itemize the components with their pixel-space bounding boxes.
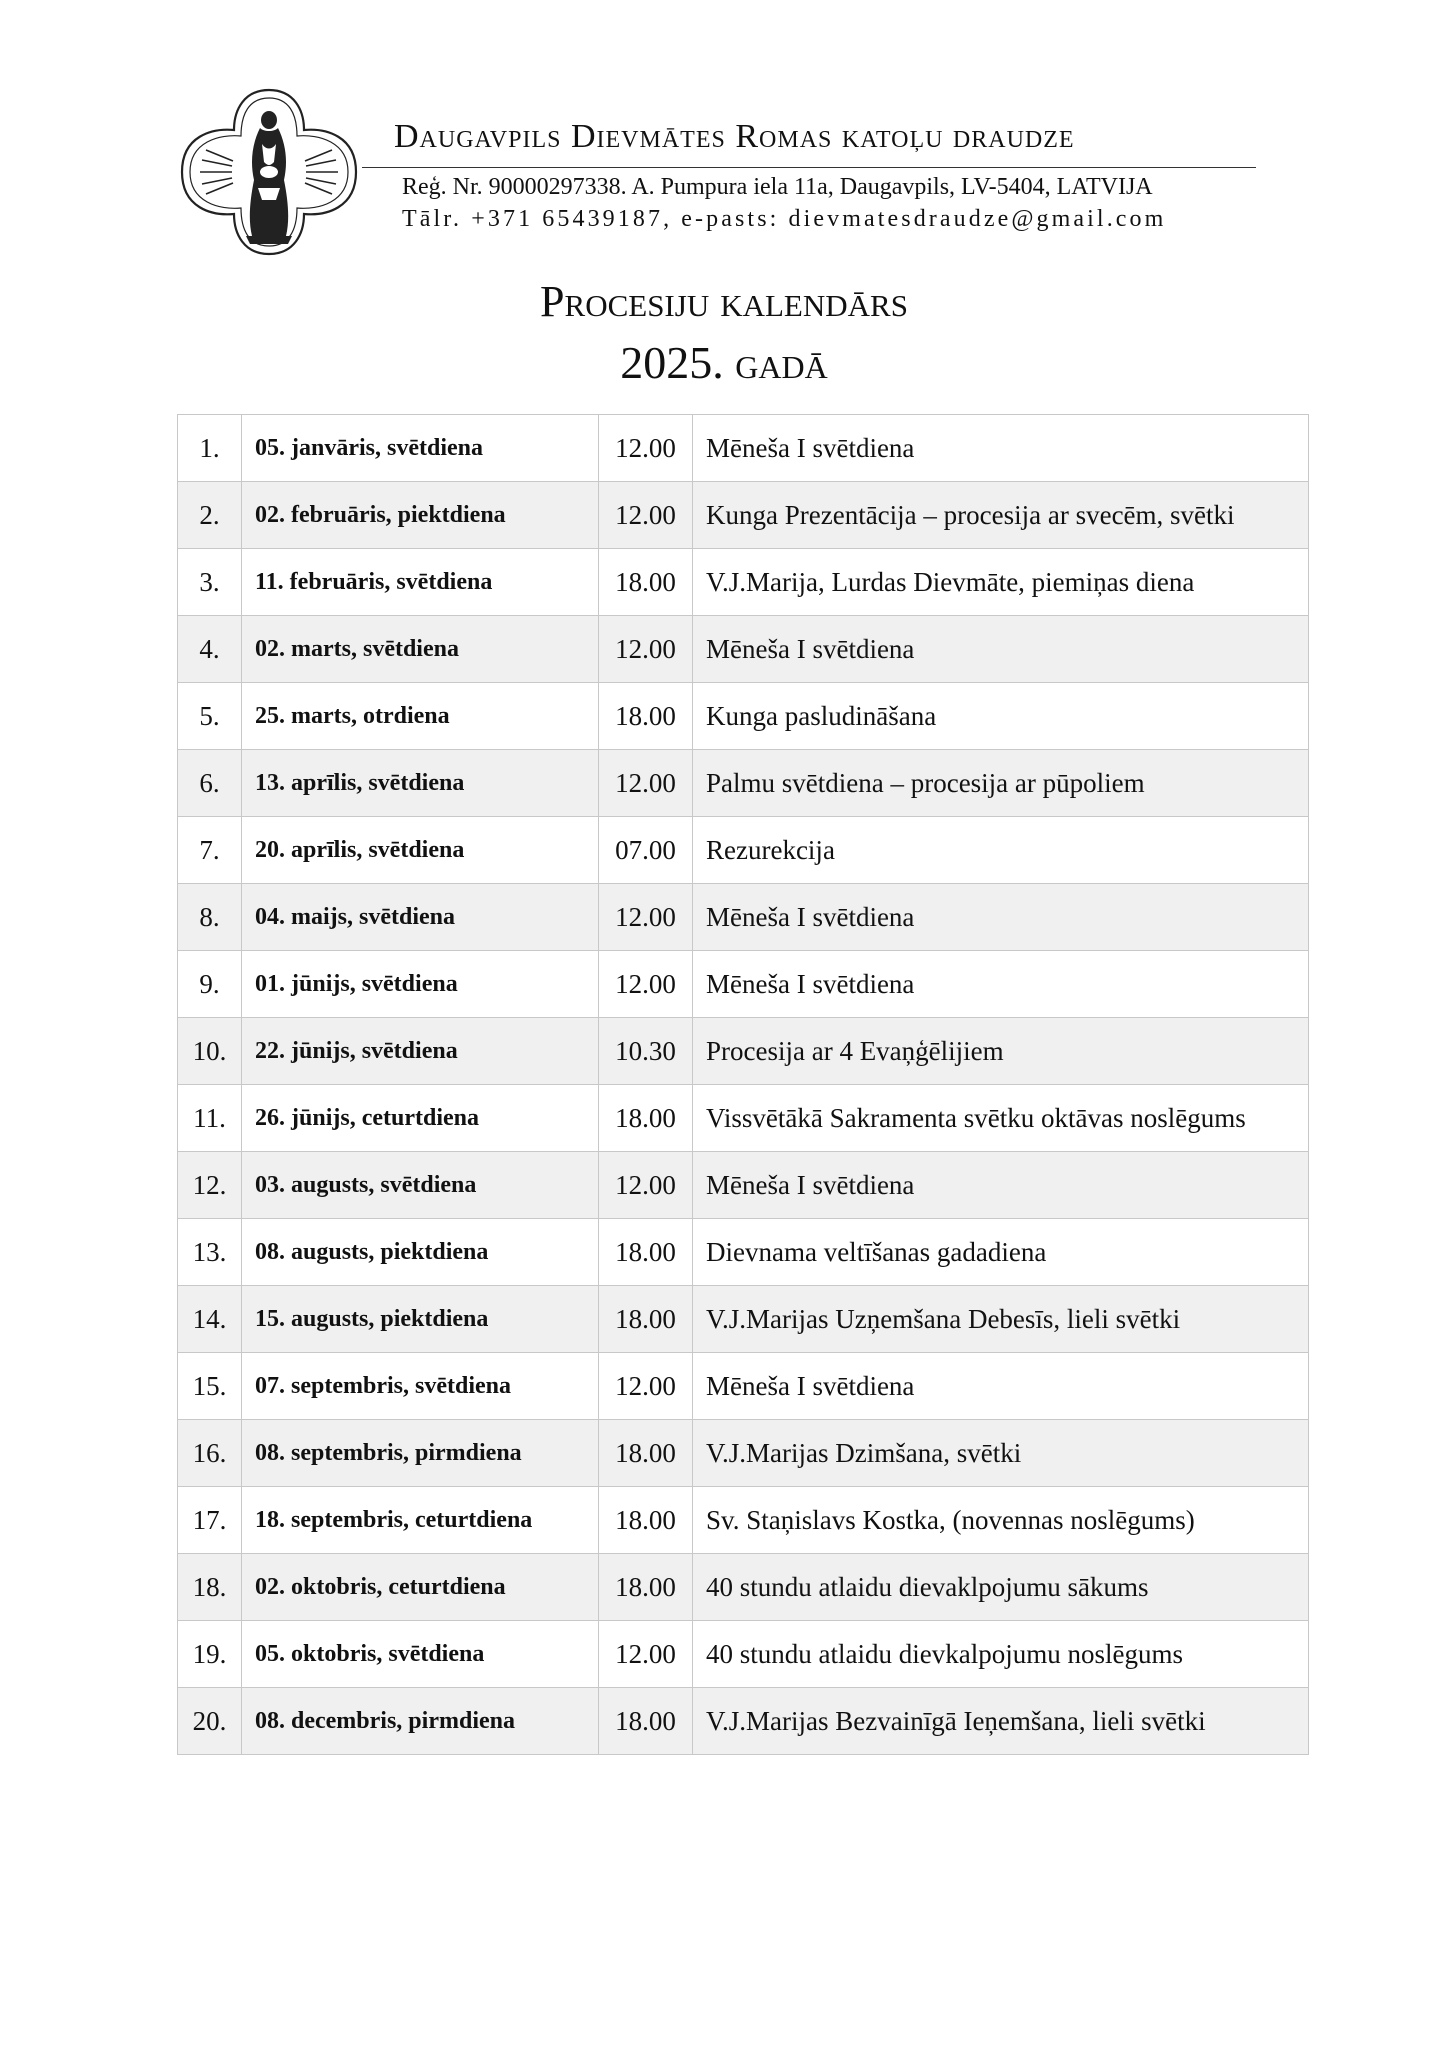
row-date: 26. jūnijs, ceturtdiena [242, 1085, 599, 1152]
table-row [178, 616, 1309, 683]
row-description: V.J.Marijas Bezvainīgā Ieņemšana, lieli svētki [693, 1688, 1309, 1755]
row-time: 12.00 [599, 951, 693, 1018]
row-time: 18.00 [599, 683, 693, 750]
table-row [178, 1286, 1309, 1353]
row-description: V.J.Marija, Lurdas Dievmāte, piemiņas diena [693, 549, 1309, 616]
row-time: 18.00 [599, 549, 693, 616]
row-date: 08. decembris, pirmdiena [242, 1688, 599, 1755]
row-number: 14. [178, 1286, 242, 1353]
table-row [178, 884, 1309, 951]
page-title: Procesiju kalendārs [540, 277, 908, 326]
row-date: 02. marts, svētdiena [242, 616, 599, 683]
row-date: 03. augusts, svētdiena [242, 1152, 599, 1219]
row-date: 08. augusts, piektdiena [242, 1219, 599, 1286]
row-date: 01. jūnijs, svētdiena [242, 951, 599, 1018]
row-date: 02. februāris, piektdiena [242, 482, 599, 549]
table-row [178, 1420, 1309, 1487]
row-description: V.J.Marijas Uzņemšana Debesīs, lieli svētki [693, 1286, 1309, 1353]
row-description: Kunga Prezentācija – procesija ar svecēm, svētki [693, 482, 1309, 549]
row-time: 12.00 [599, 616, 693, 683]
row-time: 12.00 [599, 482, 693, 549]
registration-address: Reģ. Nr. 90000297338. A. Pumpura iela 11a, Daugavpils, LV-5404, LATVIJA [402, 174, 1153, 200]
table-row [178, 1219, 1309, 1286]
row-number: 18. [178, 1554, 242, 1621]
row-description: 40 stundu atlaidu dievaklpojumu sākums [693, 1554, 1309, 1621]
table-row [178, 1085, 1309, 1152]
table-row [178, 1152, 1309, 1219]
row-date: 07. septembris, svētdiena [242, 1353, 599, 1420]
row-time: 12.00 [599, 415, 693, 482]
row-number: 6. [178, 750, 242, 817]
row-number: 5. [178, 683, 242, 750]
row-description: Procesija ar 4 Evaņģēlijiem [693, 1018, 1309, 1085]
row-date: 05. janvāris, svētdiena [242, 415, 599, 482]
table-row [178, 1018, 1309, 1085]
page-subtitle-year: 2025. gadā [620, 337, 828, 388]
row-time: 18.00 [599, 1286, 693, 1353]
table-row [178, 1554, 1309, 1621]
row-number: 17. [178, 1487, 242, 1554]
row-date: 02. oktobris, ceturtdiena [242, 1554, 599, 1621]
table-row [178, 549, 1309, 616]
row-date: 25. marts, otrdiena [242, 683, 599, 750]
row-date: 22. jūnijs, svētdiena [242, 1018, 599, 1085]
row-date: 04. maijs, svētdiena [242, 884, 599, 951]
row-number: 16. [178, 1420, 242, 1487]
row-description: Mēneša I svētdiena [693, 1353, 1309, 1420]
row-time: 07.00 [599, 817, 693, 884]
row-description: 40 stundu atlaidu dievkalpojumu noslēgums [693, 1621, 1309, 1688]
row-date: 20. aprīlis, svētdiena [242, 817, 599, 884]
table-row [178, 951, 1309, 1018]
row-number: 2. [178, 482, 242, 549]
table-row [178, 1621, 1309, 1688]
row-number: 1. [178, 415, 242, 482]
row-number: 13. [178, 1219, 242, 1286]
organization-name: Daugavpils Dievmātes Romas katoļu draudze [394, 118, 1075, 155]
row-description: Dievnama veltīšanas gadadiena [693, 1219, 1309, 1286]
row-number: 19. [178, 1621, 242, 1688]
row-date: 15. augusts, piektdiena [242, 1286, 599, 1353]
row-number: 12. [178, 1152, 242, 1219]
row-number: 7. [178, 817, 242, 884]
row-description: Mēneša I svētdiena [693, 415, 1309, 482]
madonna-emblem-icon [176, 84, 362, 260]
row-description: Mēneša I svētdiena [693, 951, 1309, 1018]
row-time: 12.00 [599, 1353, 693, 1420]
row-time: 18.00 [599, 1085, 693, 1152]
header-divider [362, 167, 1256, 168]
table-row [178, 415, 1309, 482]
row-date: 13. aprīlis, svētdiena [242, 750, 599, 817]
row-time: 18.00 [599, 1554, 693, 1621]
procession-calendar-table [177, 414, 1309, 1755]
row-number: 8. [178, 884, 242, 951]
row-description: Sv. Staņislavs Kostka, (novennas noslēgums) [693, 1487, 1309, 1554]
row-time: 10.30 [599, 1018, 693, 1085]
row-description: Kunga pasludināšana [693, 683, 1309, 750]
row-number: 4. [178, 616, 242, 683]
row-date: 18. septembris, ceturtdiena [242, 1487, 599, 1554]
row-description: Mēneša I svētdiena [693, 884, 1309, 951]
contact-info: Tālr. +371 65439187, e-pasts: dievmatesdraudze@gmail.com [402, 206, 1167, 232]
table-row [178, 482, 1309, 549]
row-description: Palmu svētdiena – procesija ar pūpoliem [693, 750, 1309, 817]
row-time: 18.00 [599, 1219, 693, 1286]
row-number: 20. [178, 1688, 242, 1755]
row-description: Rezurekcija [693, 817, 1309, 884]
table-row [178, 1688, 1309, 1755]
row-description: Vissvētākā Sakramenta svētku oktāvas noslēgums [693, 1085, 1309, 1152]
table-row [178, 817, 1309, 884]
row-date: 05. oktobris, svētdiena [242, 1621, 599, 1688]
table-row [178, 683, 1309, 750]
row-number: 15. [178, 1353, 242, 1420]
row-number: 10. [178, 1018, 242, 1085]
row-number: 9. [178, 951, 242, 1018]
row-date: 08. septembris, pirmdiena [242, 1420, 599, 1487]
row-description: Mēneša I svētdiena [693, 1152, 1309, 1219]
table-row [178, 1353, 1309, 1420]
row-description: Mēneša I svētdiena [693, 616, 1309, 683]
table-row [178, 750, 1309, 817]
row-time: 12.00 [599, 884, 693, 951]
row-time: 18.00 [599, 1420, 693, 1487]
row-time: 18.00 [599, 1688, 693, 1755]
table-row [178, 1487, 1309, 1554]
row-number: 3. [178, 549, 242, 616]
row-description: V.J.Marijas Dzimšana, svētki [693, 1420, 1309, 1487]
row-time: 12.00 [599, 750, 693, 817]
row-time: 18.00 [599, 1487, 693, 1554]
row-date: 11. februāris, svētdiena [242, 549, 599, 616]
row-number: 11. [178, 1085, 242, 1152]
row-time: 12.00 [599, 1621, 693, 1688]
row-time: 12.00 [599, 1152, 693, 1219]
